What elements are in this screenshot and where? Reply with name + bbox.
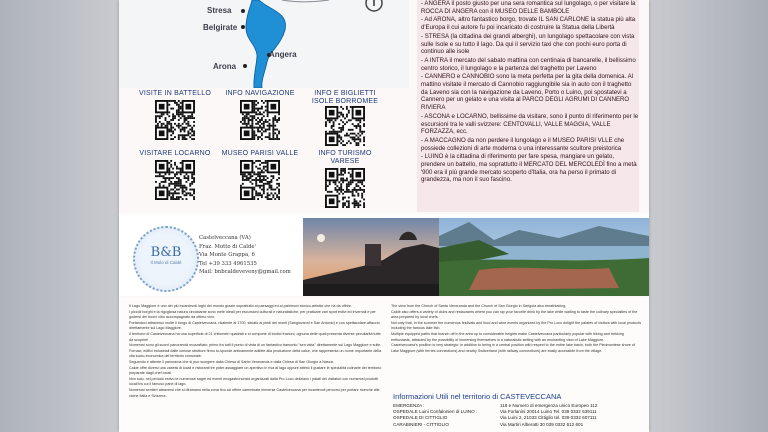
info-key: EMERGENZA : bbox=[393, 403, 425, 408]
address-block bbox=[199, 234, 299, 277]
info-row bbox=[393, 422, 643, 428]
info-value: Via Luini 2, 21033 Cittiglio tel. 039 0332 607111 bbox=[500, 415, 597, 421]
logo-subtitle: Il Molo di Caldé bbox=[150, 260, 182, 265]
bottom-text-section bbox=[119, 298, 649, 432]
logo-text: B&B bbox=[150, 245, 182, 260]
paragraph: Caldè also offers a variety of clubs and restaurants where you can sip your favorite drink by the lake while waiting to taste the culinary specialties of the area prepared by local chefs. bbox=[391, 309, 638, 320]
qr-code-icon bbox=[155, 100, 195, 140]
qr-label: VISITARE LOCARNO bbox=[139, 150, 211, 157]
info-key: OSPEDALE DI CITTIGLIO bbox=[393, 415, 448, 421]
qr-code-icon bbox=[325, 106, 365, 146]
map-label-angera: Angera bbox=[269, 50, 297, 59]
paragraph: - A MACCAGNO da non perdere il lungolago e il MUSEO PARISI VLLE che possiede collezioni di arte moderna o una interessante scultore preistorica bbox=[421, 136, 625, 152]
qr-cell-varese-tourism[interactable] bbox=[303, 150, 387, 208]
paragraph: - STRESA (la cittadina dei grandi alberghi), un lungolago spettacolare con vista sulle Isole e su tutto il lago. Da qui il servizio taxi che con pochi euro porta di continuo alle isole bbox=[421, 32, 635, 56]
info-key: OSPEDALE Luini Confalonieri di LUINO : bbox=[393, 409, 478, 415]
qr-label: INFO TURISMO VARESE bbox=[318, 150, 372, 165]
sunset-photo bbox=[303, 218, 439, 296]
info-value: 118 e Numero di emergenza unico Europeo 112 bbox=[500, 403, 598, 408]
paragraph: - CANNERO e CANNOBIO sono la meta perfetta per la gita della domenica. Al mattino visitate il mercato di Cannobio raggiungibile sia in auto con il traghetto da Laveno sia con la navigazione da Laveno, Porto o Luino, poi spostatevi a Cannero per un gelato e una visita al PARCO DEGLI AGRUMI DI CANNERO RIVIERA bbox=[421, 73, 634, 112]
bnb-logo bbox=[133, 226, 199, 292]
paragraph: Portandoci attraverso molte il borgo di Castelveccana, risalente al 1700, situato ai piedi dei monti (Sangiovanni e San Antonio) e con spettacolare affaccio direttamente sul Lago Maggiore. bbox=[129, 320, 380, 331]
attractions-text bbox=[417, 0, 639, 212]
qr-label: VISITE IN BATTELLO bbox=[139, 90, 211, 97]
paragraph: Not only that, in the summer the numerous festivals and food and wine events organized by the Pro Loco delight the palates of visitors with local products including the famous lake fish. bbox=[391, 320, 642, 331]
address-line: Tel +39 333 4961535 bbox=[199, 260, 257, 267]
qr-code-grid bbox=[133, 90, 387, 208]
paragraph: Castelveccana's position is very strategic: in addition to being in a central position with respect to the entire lake basin, both the Piedmontese shore of Lake Maggiore (with ferries connections) and nearby Switzerland (with railway connections) are easily accessible from the village. bbox=[391, 343, 636, 353]
qr-code-icon bbox=[155, 160, 195, 200]
brochure-sheet bbox=[119, 0, 649, 432]
qr-label: INFO E BIGLIETTI ISOLE BORROMEE bbox=[311, 90, 379, 105]
paragraph: - ASCONA e LOCARNO, bellissime da visitare, sono il punto di riferimento per le escursioni tra le valli svizzere: CENTOVALLI, VALLE MAGGIA, VALLE FORZAZZA, ecc. bbox=[421, 112, 639, 136]
paragraph: Multiple equipped paths that branch off in the area up to considerable heights make Castelveccana particularly popular with hiking and trekking enthusiasts, attracted by the possibility of immersing themselves in a naturalistic setting with an enchanting view of Lake Maggiore. bbox=[391, 331, 624, 342]
paragraph: Numerosi sono gli scorci panoramici mozzafiato: primo fra tutti il punto di vista di un fantastico tramonto "sen vista" direttamente sul Lago Maggiore e sulle Fornaci, edifici industriali dalle curiose strutture firmo to-sponde anticamente adibite alla produzione della calce, che rappresenta un nome importante della vita socio-economica del territorio comunale. bbox=[129, 343, 382, 359]
useful-info-title: Informazioni Utili nel territorio di CASTEVECCANA bbox=[393, 392, 562, 401]
paragraph: Seguendo e attente il panorama che si puo scorgere dalla Chiesa di Santo Veneranda e dalla Chiesa di San Giorgio a Nasca. bbox=[129, 359, 334, 364]
italian-description bbox=[129, 304, 383, 399]
address-line: Mail: bnbcaldeveveny@gmail.com bbox=[199, 269, 291, 275]
qr-label: INFO NAVIGAZIONE bbox=[225, 90, 295, 97]
info-key: CARABINIERI - CITTIGLIO bbox=[393, 421, 449, 427]
qr-cell-locarno[interactable] bbox=[133, 150, 217, 208]
right-background bbox=[649, 0, 768, 432]
paragraph: - Ad ARONA, altro fantastico borgo, trovate IL SAN CARLONE la statua più alta d'Europa il cui autore fu poi incaricato di costruire la Statua della Libertà bbox=[421, 16, 636, 32]
lake-map bbox=[119, 0, 409, 88]
info-value: Via Martiri Alberatti 30 039 0332 612 601 bbox=[500, 421, 584, 427]
paragraph: Il Lago Maggiore è uno dei più incantevoli laghi del mondo grazie soprattutto ai paesaggi ed ai patrimoni storico-artistici che ha da offrire. bbox=[129, 304, 352, 308]
english-description bbox=[391, 304, 643, 354]
paragraph: The view from the Church of Santa Veneranda and the Church of San Giorgio in Sarigola also breathtaking. bbox=[391, 304, 567, 308]
qr-code-icon bbox=[240, 160, 280, 200]
left-background bbox=[0, 0, 119, 432]
paragraph: Non solo, nel periodo estivo le numerose sagre ed eventi enogastronomici organizzati dalla Pro Loco deliziano i palati dei visitatori con numerosi prodotti locali tra cui il famoso pane di lago. bbox=[129, 376, 378, 387]
info-value: Via Forlanini 20014 Luino Tel. 039 0332 539111 bbox=[500, 409, 597, 415]
qr-label: MUSEO PARISI VALLE bbox=[221, 150, 299, 157]
qr-cell-boat-tours[interactable] bbox=[133, 90, 217, 148]
paragraph: - LUINO è la cittadina di riferimento per fare spesa, mangiare un gelato, prendere un battello, ma soprattutto il MERCATO DEL MERCOLEDÌ fino a metà '900 era il più grande mercato scoperto d'Italia, ora ha perso il primato di grandezza, ma non il suo fascino. bbox=[421, 153, 637, 184]
lake-shape bbox=[119, 0, 409, 88]
qr-cell-navigation[interactable] bbox=[218, 90, 302, 148]
lake-view-photo bbox=[439, 218, 649, 296]
paragraph: I piccoli borghi e la rigogliosa natura circostante sono mete ideali per escursioni culturali e naturalistiche, per praticare vari sport estivi ed invernali e per godersi dei buoni cibo accompagnato da ottimo vino. bbox=[129, 309, 376, 320]
paragraph: Calde offre diversi una varietà di locali e ristoranti tre poter assaggiare un aperitivo in riva al lago oppure attimo il gustare le specialità culinarie del territorio preparate dagli chef locali. bbox=[129, 365, 382, 376]
paragraph: Il territorio di Castelveccana ha una superficie di 21 chilometri quadrati e si compone di trodici frazioni, ognuna delle quali presenta diverse peculiarità tutte da scoprire! bbox=[129, 331, 381, 342]
paragraph: Numerosi sentieri attraversi che si diramano nella zona fino ad offrire camminate immerse Castelveccana per incantevoli percorsi per portare ricerche alle vicine Italia e Svizzera. bbox=[129, 387, 380, 398]
qr-cell-museum[interactable] bbox=[218, 150, 302, 208]
qr-code-icon bbox=[325, 168, 365, 208]
qr-cell-borromean-islands[interactable] bbox=[303, 90, 387, 148]
qr-code-icon bbox=[240, 100, 280, 140]
address-line: Via Monte Grappa, 6 bbox=[199, 252, 255, 258]
paragraph: - ANGERA il posto giusto per una sera romantica sul lungolago, o per visitare la ROCCA DI ANGERA con il MUSEO DELLE BAMBOLE bbox=[421, 0, 636, 15]
business-card-strip bbox=[119, 214, 649, 296]
address-line: Fraz. Motto di Calde' bbox=[199, 243, 256, 250]
map-label-stresa: Stresa bbox=[207, 6, 232, 15]
map-label-arona: Arona bbox=[213, 62, 237, 71]
map-label-belgirate: Belgirate bbox=[203, 23, 238, 32]
paragraph: - A INTRA il mercato del sabato mattina con centinaia di bancarelle, il bellissimo centro storico, il lungolago e la partenza del traghetto per Laveno bbox=[421, 56, 636, 72]
useful-info-list bbox=[393, 403, 643, 428]
address-line: Castelveccana (VA) bbox=[199, 235, 251, 241]
